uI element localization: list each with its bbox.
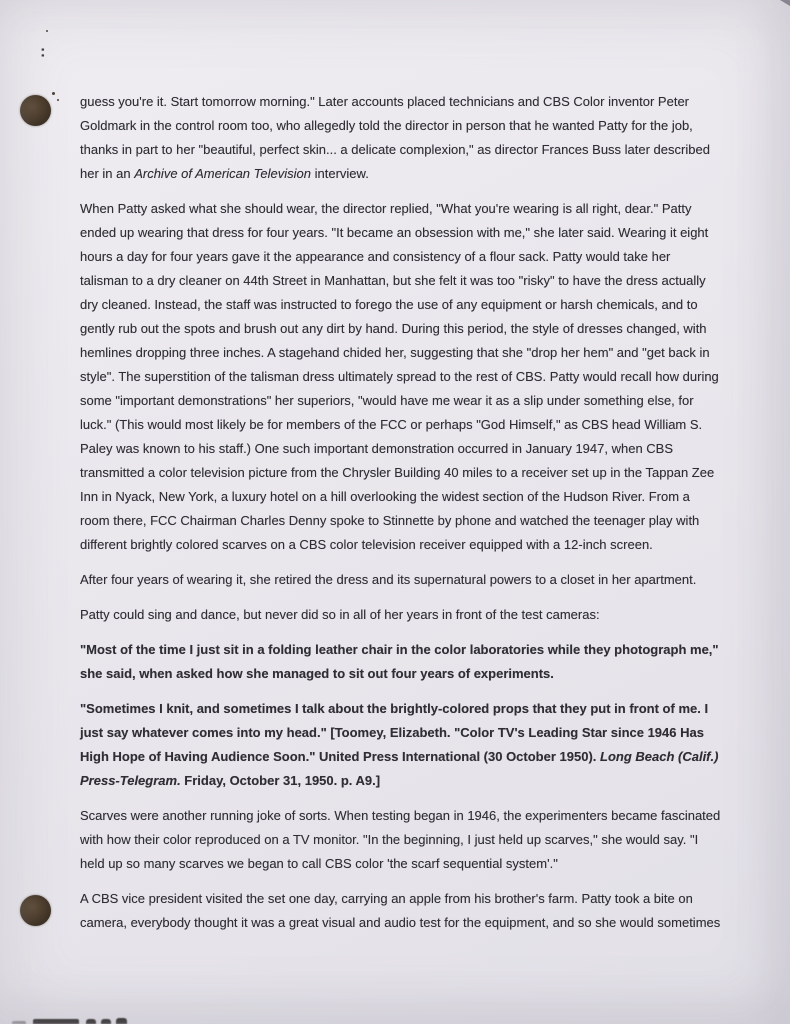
hole-punch-top [20,95,51,126]
text-run: When Patty asked what she should wear, the director replied, "What you're wearing is all right, dear." Patty ended up wearing that dress for four years. "It became an obsession with me," she later said. Wearing it eight hours a day for four years gave it the appearance and consistency of a flour sack. Patty would take her talisman to a dry cleaner on 44th Street in Manhattan, but she felt it was too "risky" to have the dress actually dry cleaned. Instead, the staff was instructed to forego the use of any equipment or harsh chemicals, and to gently rub out the spots and brush out any dirt by hand. During this period, the style of dresses changed, with hemlines dropping three inches. A stagehand chided her, suggesting that she "drop her hem" and "get back in style". The superstition of the talisman dress ultimately spread to the rest of CBS. Patty would recall how during some "important demonstrations" her superiors, "would have me wear it as a slip under something else, for luck." (This would most likely be for members of the FCC or perhaps "God Himself," as CBS head William S. Paley was known to his staff.) One such important demonstration occurred in January 1947, when CBS transmitted a color television picture from the Chrysler Building 40 miles to a receiver set up in the Tappan Zee Inn in Nyack, New York, a luxury hotel on a hill overlooking the widest section of the Hudson River. From a room there, FCC Chairman Charles Denny spoke to Stinnette by phone and watched the teenager play with different brightly colored scarves on a CBS color television receiver equipped with a 12-inch screen. [80,201,719,552]
paragraph-7 [80,804,722,876]
text-run: After four years of wearing it, she retired the dress and its supernatural powers to a closet in her apartment. [80,572,697,587]
document-text [80,90,722,946]
text-run: "Most of the time I just sit in a folding leather chair in the color laboratories while they photograph me," she said, when asked how she managed to sit out four years of experiments. [80,642,719,681]
paragraph-1 [80,90,722,186]
paragraph-4 [80,603,722,627]
text-run: guess you're it. Start tomorrow morning." Later accounts placed technicians and CBS Color inventor Peter Goldmark in the control room too, who allegedly told the director in person that he wanted Patty for the job, thanks in part to her "beautiful, perfect skin... a delicate complexion," as director Frances Buss later described her in an [80,94,710,181]
paragraph-8 [80,887,722,935]
scan-corner-notch [780,0,790,6]
paragraph-6 [80,697,722,793]
hole-punch-bottom [20,895,51,926]
dust-speck [57,99,59,101]
cutoff-text-fragment [116,1018,127,1024]
cutoff-text-fragment [33,1019,79,1024]
dust-speck [52,92,55,95]
text-run: A CBS vice president visited the set one day, carrying an apple from his brother's farm. Patty took a bite on camera, everybody thought it was a great visual and audio test for the equipment, and so she would sometimes [80,891,721,930]
paragraph-3 [80,568,722,592]
text-run: interview. [311,166,369,181]
text-run: "Sometimes I knit, and sometimes I talk about the brightly-colored props that they put in front of me. I just say whatever comes into my head." [Toomey, Elizabeth. "Color TV's Leading Star since 1946 Has High Hope of Having Audience Soon." United Press International (30 October 1950). [80,701,709,764]
paragraph-5 [80,638,722,686]
text-run: Scarves were another running joke of sorts. When testing began in 1946, the experimenters became fascinated with how their color reproduced on a TV monitor. "In the beginning, I just held up scarves," she would say. "I held up so many scarves we began to call CBS color 'the scarf sequential system'." [80,808,721,871]
stray-ink-mark: : [40,43,46,61]
text-run: Friday, October 31, 1950. p. A9.] [180,773,381,788]
text-run: Archive of American Television [134,166,311,181]
paragraph-2 [80,197,722,557]
text-run: Long Beach (Calif.) Press-Telegram. [80,749,719,788]
cutoff-text-fragment [101,1019,111,1024]
cutoff-text-fragment [86,1019,96,1024]
text-run: Patty could sing and dance, but never did so in all of her years in front of the test cameras: [80,607,600,622]
dust-speck [46,30,48,32]
